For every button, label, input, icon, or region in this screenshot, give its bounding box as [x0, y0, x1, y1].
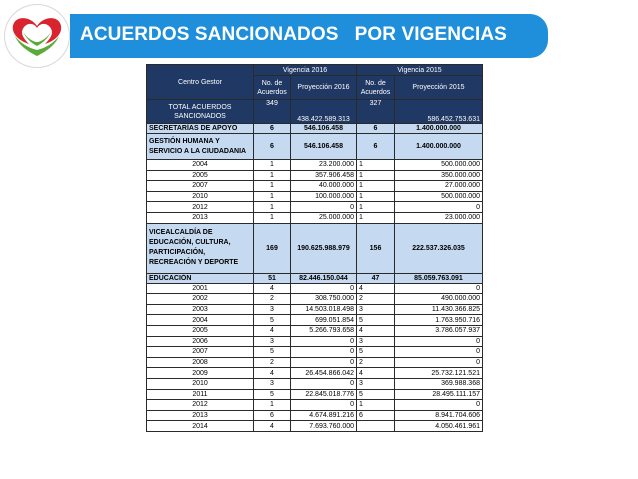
- educacion-year-cell: 2009: [147, 368, 254, 379]
- heart-logo-icon: [9, 12, 65, 58]
- secretarias-p16: 546.106.458: [291, 124, 357, 134]
- educacion-p16-cell: 308.750.000: [291, 294, 357, 305]
- gestion-year-cell: 2005: [147, 170, 254, 181]
- educacion-year-cell: 2003: [147, 304, 254, 315]
- educacion-p15-cell: 369.988.368: [395, 378, 483, 389]
- educacion-p16-cell: 26.454.866.042: [291, 368, 357, 379]
- educacion-year-cell: 2002: [147, 294, 254, 305]
- educacion-p16: 82.446.150.044: [291, 273, 357, 283]
- vicealcaldia-n15: 156: [357, 223, 395, 273]
- educacion-n15-cell: 5: [357, 315, 395, 326]
- educacion-p15-cell: 0: [395, 357, 483, 368]
- educacion-n16-cell: 1: [254, 400, 291, 411]
- educacion-year-row: [147, 325, 483, 336]
- educacion-year-cell: 2013: [147, 410, 254, 421]
- total-p15: 586.452.753.631: [395, 100, 483, 124]
- educacion-n16-cell: 2: [254, 294, 291, 305]
- educacion-n15-cell: 3: [357, 378, 395, 389]
- secretarias-row: [147, 124, 483, 134]
- gestion-year-cell: 2010: [147, 191, 254, 202]
- gestion-n15-cell: 1: [357, 202, 395, 213]
- educacion-p15-cell: 0: [395, 347, 483, 358]
- gestion-p15: 1.400.000.000: [395, 134, 483, 160]
- gestion-p15-cell: 350.000.000: [395, 170, 483, 181]
- educacion-year-cell: 2012: [147, 400, 254, 411]
- educacion-n15-cell: 6: [357, 410, 395, 421]
- educacion-p16-cell: 7.693.760.000: [291, 421, 357, 432]
- educacion-n15-cell: 4: [357, 368, 395, 379]
- educacion-n15-cell: 5: [357, 347, 395, 358]
- educacion-p15-cell: 8.941.704.606: [395, 410, 483, 421]
- educacion-p15-cell: 0: [395, 336, 483, 347]
- educacion-n16-cell: 3: [254, 378, 291, 389]
- gestion-p16-cell: 100.000.000: [291, 191, 357, 202]
- educacion-n16-cell: 5: [254, 389, 291, 400]
- educacion-n16-cell: 4: [254, 368, 291, 379]
- educacion-year-row: [147, 368, 483, 379]
- vicealcaldia-p16: 190.625.988.979: [291, 223, 357, 273]
- educacion-n16-cell: 4: [254, 421, 291, 432]
- educacion-n15-cell: 3: [357, 304, 395, 315]
- educacion-year-row: [147, 283, 483, 294]
- educacion-n16-cell: 3: [254, 336, 291, 347]
- educacion-year-row: [147, 421, 483, 432]
- col-header-proyeccion-2016: Proyección 2016: [291, 76, 357, 100]
- gestion-p15-cell: 23.000.000: [395, 212, 483, 223]
- gestion-p15-cell: 0: [395, 202, 483, 213]
- acuerdos-table: [146, 64, 483, 432]
- educacion-year-cell: 2004: [147, 315, 254, 326]
- gestion-year-row: [147, 170, 483, 181]
- col-header-no-acuerdos-2015: No. de Acuerdos: [357, 76, 395, 100]
- col-header-vigencia-2015: Vigencia 2015: [357, 65, 483, 76]
- gestion-n16-cell: 1: [254, 212, 291, 223]
- educacion-year-cell: 2005: [147, 325, 254, 336]
- educacion-label: EDUCACIÓN: [147, 273, 254, 283]
- gestion-year-cell: 2004: [147, 160, 254, 171]
- educacion-p15-cell: 0: [395, 283, 483, 294]
- educacion-year-row: [147, 294, 483, 305]
- educacion-year-cell: 2011: [147, 389, 254, 400]
- gestion-year-row: [147, 160, 483, 171]
- gestion-n15: 6: [357, 134, 395, 160]
- educacion-n16-cell: 4: [254, 325, 291, 336]
- educacion-n16-cell: 4: [254, 283, 291, 294]
- total-row: [147, 100, 483, 124]
- gestion-n15-cell: 1: [357, 170, 395, 181]
- educacion-year-cell: 2007: [147, 347, 254, 358]
- educacion-p16-cell: 4.674.891.216: [291, 410, 357, 421]
- educacion-p16-cell: 0: [291, 336, 357, 347]
- educacion-year-row: [147, 315, 483, 326]
- educacion-year-cell: 2010: [147, 378, 254, 389]
- gestion-p16-cell: 40.000.000: [291, 181, 357, 192]
- secretarias-p15: 1.400.000.000: [395, 124, 483, 134]
- gestion-n16-cell: 1: [254, 160, 291, 171]
- educacion-p15-cell: 4.050.461.961: [395, 421, 483, 432]
- gestion-n16-cell: 1: [254, 191, 291, 202]
- educacion-p15: 85.059.763.091: [395, 273, 483, 283]
- educacion-year-row: [147, 304, 483, 315]
- educacion-year-cell: 2008: [147, 357, 254, 368]
- educacion-year-row: [147, 347, 483, 358]
- vicealcaldia-label: VICEALCALDÍA DE EDUCACIÓN, CULTURA, PARTICIPACIÓN, RECREACIÓN Y DEPORTE: [147, 223, 254, 273]
- gestion-p16-cell: 357.906.458: [291, 170, 357, 181]
- gestion-n15-cell: 1: [357, 191, 395, 202]
- educacion-p15-cell: 3.786.057.937: [395, 325, 483, 336]
- educacion-n15-cell: 5: [357, 389, 395, 400]
- col-header-centro-gestor: Centro Gestor: [147, 65, 254, 100]
- total-p16: 438.422.589.313: [291, 100, 357, 124]
- educacion-n15-cell: [357, 421, 395, 432]
- educacion-p16-cell: 5.266.793.658: [291, 325, 357, 336]
- gestion-year-row: [147, 191, 483, 202]
- gestion-p15-cell: 500.000.000: [395, 191, 483, 202]
- gestion-year-cell: 2007: [147, 181, 254, 192]
- gestion-p15-cell: 27.000.000: [395, 181, 483, 192]
- educacion-year-row: [147, 389, 483, 400]
- educacion-year-row: [147, 357, 483, 368]
- educacion-n15-cell: 4: [357, 325, 395, 336]
- educacion-p15-cell: 25.732.121.521: [395, 368, 483, 379]
- educacion-p15-cell: 28.495.111.157: [395, 389, 483, 400]
- gestion-year-row: [147, 181, 483, 192]
- gestion-n16-cell: 1: [254, 170, 291, 181]
- gestion-p15-cell: 500.000.000: [395, 160, 483, 171]
- educacion-p16-cell: 0: [291, 400, 357, 411]
- educacion-n15-cell: 2: [357, 357, 395, 368]
- col-header-vigencia-2016: Vigencia 2016: [254, 65, 357, 76]
- educacion-year-cell: 2001: [147, 283, 254, 294]
- educacion-year-cell: 2006: [147, 336, 254, 347]
- vicealcaldia-n16: 169: [254, 223, 291, 273]
- gestion-n15-cell: 1: [357, 212, 395, 223]
- educacion-n16-cell: 5: [254, 347, 291, 358]
- gestion-n16: 6: [254, 134, 291, 160]
- educacion-n16-cell: 3: [254, 304, 291, 315]
- secretarias-n16: 6: [254, 124, 291, 134]
- educacion-n16-cell: 2: [254, 357, 291, 368]
- vicealcaldia-p15: 222.537.326.035: [395, 223, 483, 273]
- educacion-n15: 47: [357, 273, 395, 283]
- total-n16: 349: [254, 100, 291, 124]
- educacion-p16-cell: 0: [291, 283, 357, 294]
- educacion-p16-cell: 14.503.018.498: [291, 304, 357, 315]
- educacion-p16-cell: 0: [291, 378, 357, 389]
- gestion-row: [147, 134, 483, 160]
- educacion-year-row: [147, 336, 483, 347]
- educacion-p16-cell: 699.051.854: [291, 315, 357, 326]
- educacion-p15-cell: 490.000.000: [395, 294, 483, 305]
- educacion-n15-cell: 4: [357, 283, 395, 294]
- gestion-p16: 546.106.458: [291, 134, 357, 160]
- educacion-year-row: [147, 400, 483, 411]
- educacion-n16: 51: [254, 273, 291, 283]
- col-header-proyeccion-2015: Proyección 2015: [395, 76, 483, 100]
- educacion-p15-cell: 11.430.366.825: [395, 304, 483, 315]
- gestion-n15-cell: 1: [357, 181, 395, 192]
- gestion-year-cell: 2013: [147, 212, 254, 223]
- gestion-year-row: [147, 202, 483, 213]
- page-title: ACUERDOS SANCIONADOS POR VIGENCIAS: [80, 24, 507, 45]
- educacion-row: [147, 273, 483, 283]
- educacion-n16-cell: 6: [254, 410, 291, 421]
- total-label: TOTAL ACUERDOS SANCIONADOS: [147, 100, 254, 124]
- educacion-p16-cell: 22.845.018.776: [291, 389, 357, 400]
- gestion-year-row: [147, 212, 483, 223]
- educacion-year-row: [147, 378, 483, 389]
- educacion-p15-cell: 1.763.950.716: [395, 315, 483, 326]
- educacion-n15-cell: 2: [357, 294, 395, 305]
- educacion-year-cell: 2014: [147, 421, 254, 432]
- secretarias-n15: 6: [357, 124, 395, 134]
- educacion-p16-cell: 0: [291, 357, 357, 368]
- educacion-p16-cell: 0: [291, 347, 357, 358]
- gestion-n16-cell: 1: [254, 202, 291, 213]
- gestion-label: GESTIÓN HUMANA Y SERVICIO A LA CIUDADANIA: [147, 134, 254, 160]
- educacion-n15-cell: 3: [357, 336, 395, 347]
- gestion-p16-cell: 23.200.000: [291, 160, 357, 171]
- educacion-n15-cell: 1: [357, 400, 395, 411]
- col-header-no-acuerdos-2016: No. de Acuerdos: [254, 76, 291, 100]
- total-n15: 327: [357, 100, 395, 124]
- educacion-p15-cell: 0: [395, 400, 483, 411]
- gestion-p16-cell: 0: [291, 202, 357, 213]
- secretarias-label: SECRETARÍAS DE APOYO: [147, 124, 254, 134]
- educacion-year-row: [147, 410, 483, 421]
- vicealcaldia-row: [147, 223, 483, 273]
- gestion-year-cell: 2012: [147, 202, 254, 213]
- gestion-n15-cell: 1: [357, 160, 395, 171]
- gestion-p16-cell: 25.000.000: [291, 212, 357, 223]
- gestion-n16-cell: 1: [254, 181, 291, 192]
- logo: [0, 0, 92, 72]
- educacion-n16-cell: 5: [254, 315, 291, 326]
